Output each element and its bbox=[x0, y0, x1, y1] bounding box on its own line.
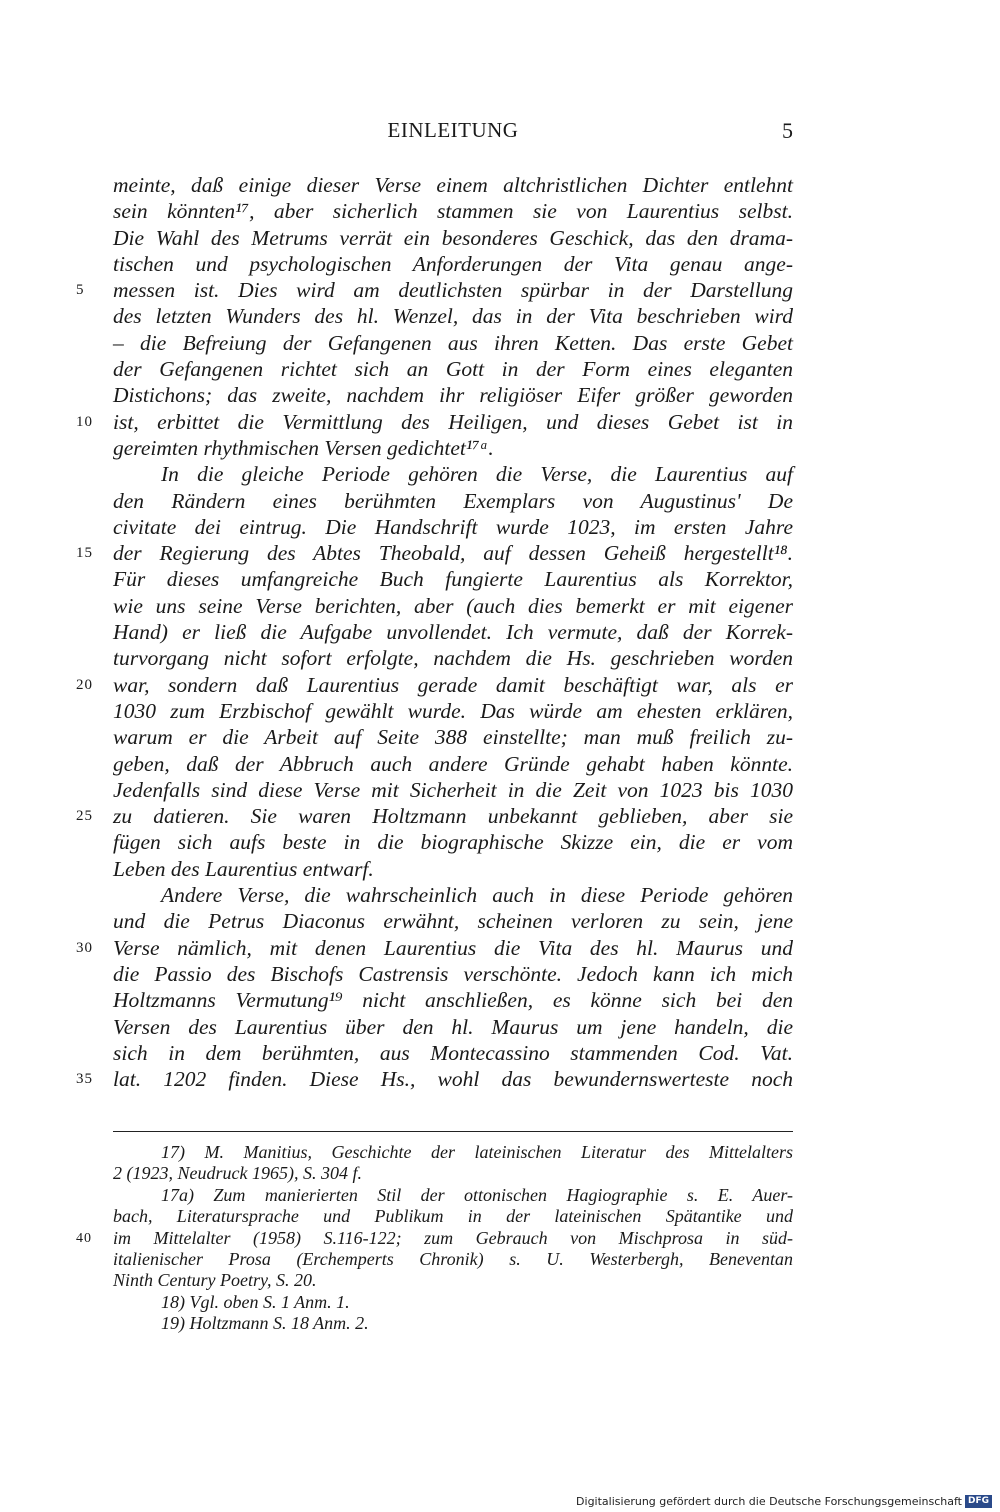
text-line bbox=[113, 356, 793, 382]
text-line bbox=[76, 672, 793, 698]
text-line bbox=[76, 935, 793, 961]
text-line bbox=[113, 1014, 793, 1040]
line-text: Holtzmanns Vermutung¹⁹ nicht anschließen, es könne sich bei den bbox=[113, 988, 793, 1013]
line-text: sein könnten¹⁷, aber sicherlich stammen sie von Laurentius selbst. bbox=[113, 199, 793, 224]
text-line bbox=[113, 645, 793, 671]
text-line bbox=[76, 277, 793, 303]
line-text: Versen des Laurentius über den hl. Maurus um jene handeln, die bbox=[113, 1014, 793, 1039]
running-head: EINLEITUNG bbox=[387, 118, 519, 142]
line-text: 17) M. Manitius, Geschichte der lateinischen Literatur des Mittelalters bbox=[161, 1142, 793, 1162]
line-text: turvorgang nicht sofort erfolgte, nachdem die Hs. geschrieben worden bbox=[113, 646, 793, 671]
line-text: Distichons; das zweite, nachdem ihr religiöser Eifer größer geworden bbox=[113, 383, 793, 408]
line-text: Hand) er ließ die Aufgabe unvollendet. Ich vermute, daß der Korrek- bbox=[113, 620, 793, 645]
line-text: Jedenfalls sind diese Verse mit Sicherheit in die Zeit von 1023 bis 1030 bbox=[113, 777, 793, 802]
line-text: 18) Vgl. oben S. 1 Anm. 1. bbox=[161, 1291, 350, 1312]
line-text: Leben des Laurentius entwarf. bbox=[113, 856, 374, 881]
text-line bbox=[113, 882, 793, 908]
text-line bbox=[113, 251, 793, 277]
footnote-line bbox=[113, 1313, 793, 1334]
line-text: 1030 zum Erzbischof gewählt wurde. Das würde am ehesten erklären, bbox=[113, 698, 793, 723]
footnote-rule bbox=[113, 1131, 793, 1132]
line-text: 2 (1923, Neudruck 1965), S. 304 f. bbox=[113, 1163, 362, 1184]
line-text: war, sondern daß Laurentius gerade damit beschäftigt war, als er bbox=[113, 672, 793, 697]
line-text: geben, daß der Abbruch auch andere Gründe gehabt haben könnte. bbox=[113, 751, 793, 776]
footnote-line bbox=[113, 1142, 793, 1163]
line-text: warum er die Arbeit auf Seite 388 einstellte; man muß freilich zu- bbox=[113, 725, 793, 750]
line-number: 40 bbox=[76, 1230, 92, 1246]
text-line bbox=[76, 1066, 793, 1092]
text-line bbox=[113, 961, 793, 987]
line-text: Für dieses umfangreiche Buch fungierte Laurentius als Korrektor, bbox=[113, 567, 793, 592]
text-line bbox=[113, 198, 793, 224]
line-text: Ninth Century Poetry, S. 20. bbox=[113, 1270, 317, 1291]
line-text: die Passio des Bischofs Castrensis verschönte. Jedoch kann ich mich bbox=[113, 961, 793, 986]
line-number: 5 bbox=[76, 282, 85, 299]
line-text: wie uns seine Verse berichten, aber (auch dies bemerkt er mit eigener bbox=[113, 593, 793, 618]
line-number: 30 bbox=[76, 939, 93, 956]
line-text: sich in dem berühmten, aus Montecassino stammenden Cod. Vat. bbox=[113, 1040, 793, 1065]
text-line bbox=[113, 698, 793, 724]
text-line bbox=[113, 435, 793, 461]
text-line bbox=[113, 987, 793, 1013]
line-text: den Rändern eines berühmten Exemplars von Augustinus' De bbox=[113, 488, 793, 513]
text-line bbox=[113, 777, 793, 803]
line-text: der Gefangenen richtet sich an Gott in der Form eines eleganten bbox=[113, 357, 793, 382]
line-text: 17a) Zum manierierten Stil der ottonischen Hagiographie s. E. Auer- bbox=[161, 1184, 793, 1205]
line-text: In die gleiche Periode gehören die Verse, die Laurentius auf bbox=[161, 462, 793, 487]
text-line bbox=[113, 908, 793, 934]
line-text: ist, erbittet die Vermittlung des Heiligen, und dieses Gebet ist in bbox=[113, 409, 793, 434]
text-line bbox=[76, 803, 793, 829]
footnote-line bbox=[113, 1206, 793, 1227]
credit-text: Digitalisierung gefördert durch die Deutsche Forschungsgemeinschaft bbox=[576, 1495, 962, 1508]
text-line bbox=[113, 382, 793, 408]
line-text: gereimten rhythmischen Versen gedichtet¹⁷ᵃ. bbox=[113, 435, 494, 460]
line-text: 19) Holtzmann S. 18 Anm. 2. bbox=[161, 1313, 369, 1334]
text-line bbox=[113, 514, 793, 540]
digitization-credit bbox=[576, 1495, 992, 1508]
text-line bbox=[113, 172, 793, 198]
text-line bbox=[113, 330, 793, 356]
line-text: fügen sich aufs beste in die biographische Skizze ein, die er vom bbox=[113, 830, 793, 855]
line-text: tischen und psychologischen Anforderungen der Vita genau ange- bbox=[113, 251, 793, 276]
line-text: des letzten Wunders des hl. Wenzel, das in der Vita beschrieben wird bbox=[113, 304, 793, 329]
line-number: 25 bbox=[76, 808, 93, 825]
line-text: lat. 1202 finden. Diese Hs., wohl das bewundernswerteste noch bbox=[113, 1067, 793, 1092]
text-line bbox=[113, 303, 793, 329]
footnote-line bbox=[76, 1227, 793, 1249]
body-text bbox=[76, 172, 793, 1092]
line-text: meinte, daß einige dieser Verse einem altchristlichen Dichter entlehnt bbox=[113, 173, 793, 197]
line-number: 10 bbox=[76, 413, 93, 430]
text-line bbox=[113, 566, 793, 592]
text-line bbox=[113, 461, 793, 487]
text-line bbox=[76, 409, 793, 435]
footnote-line bbox=[113, 1270, 793, 1291]
line-text: zu datieren. Sie waren Holtzmann unbekannt geblieben, aber sie bbox=[113, 804, 793, 829]
text-line bbox=[113, 1040, 793, 1066]
footnote-line bbox=[113, 1292, 793, 1313]
footnote-line bbox=[113, 1185, 793, 1206]
page-header bbox=[113, 118, 793, 148]
dfg-logo: DFG bbox=[965, 1495, 992, 1508]
line-number: 35 bbox=[76, 1071, 93, 1088]
text-line bbox=[113, 619, 793, 645]
line-text: – die Befreiung der Gefangenen aus ihren Ketten. Das erste Gebet bbox=[113, 330, 793, 355]
line-number: 20 bbox=[76, 676, 93, 693]
line-text: messen ist. Dies wird am deutlichsten spürbar in der Darstellung bbox=[113, 278, 793, 303]
line-text: Verse nämlich, mit denen Laurentius die Vita des hl. Maurus und bbox=[113, 935, 793, 960]
line-text: Andere Verse, die wahrscheinlich auch in diese Periode gehören bbox=[161, 883, 793, 908]
text-line bbox=[113, 724, 793, 750]
line-text: Die Wahl des Metrums verrät ein besonderes Geschick, das den drama- bbox=[113, 225, 793, 250]
footnote-line bbox=[113, 1249, 793, 1270]
line-text: und die Petrus Diaconus erwähnt, scheinen verloren zu sein, jene bbox=[113, 909, 793, 934]
line-text: italienischer Prosa (Erchemperts Chronik) s. U. Westerbergh, Beneventan bbox=[113, 1248, 793, 1269]
line-number: 15 bbox=[76, 545, 93, 562]
footnotes bbox=[76, 1142, 793, 1335]
text-line bbox=[113, 856, 793, 882]
text-line bbox=[76, 540, 793, 566]
text-line bbox=[113, 593, 793, 619]
footnote-line bbox=[113, 1163, 793, 1184]
line-text: bach, Literatursprache und Publikum in der lateinischen Spätantike und bbox=[113, 1206, 793, 1227]
line-text: civitate dei eintrug. Die Handschrift wurde 1023, im ersten Jahre bbox=[113, 514, 793, 539]
page-number: 5 bbox=[782, 118, 793, 143]
text-line bbox=[113, 751, 793, 777]
text-line bbox=[113, 225, 793, 251]
text-line bbox=[113, 829, 793, 855]
line-text: der Regierung des Abtes Theobald, auf dessen Geheiß hergestellt¹⁸. bbox=[113, 541, 793, 566]
text-line bbox=[113, 488, 793, 514]
line-text: im Mittelalter (1958) S.116-122; zum Gebrauch von Mischprosa in süd- bbox=[113, 1227, 793, 1248]
